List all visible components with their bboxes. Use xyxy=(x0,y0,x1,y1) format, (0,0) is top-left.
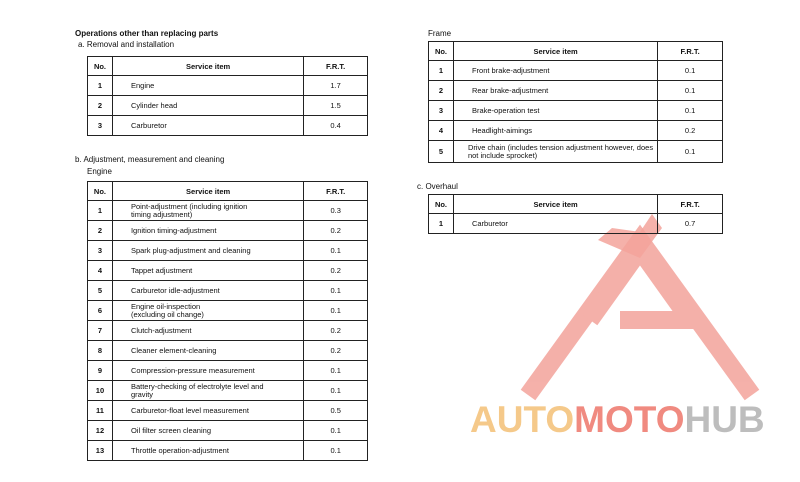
row-no: 1 xyxy=(88,201,113,221)
section-c-heading: c. Overhaul xyxy=(417,182,458,191)
row-item: Carburetor xyxy=(112,116,303,136)
row-item: Oil filter screen cleaning xyxy=(112,421,303,441)
removal-installation-table xyxy=(87,56,368,136)
row-no: 2 xyxy=(429,81,454,101)
row-item: Brake-operation test xyxy=(453,101,657,121)
row-frt: 0.1 xyxy=(304,441,368,461)
frame-table xyxy=(428,41,723,163)
table-row xyxy=(88,341,368,361)
row-item: Point-adjustment (including ignition timing adjustment) xyxy=(112,201,303,221)
adjustment-engine-table xyxy=(87,181,368,461)
table-row xyxy=(88,221,368,241)
row-no: 6 xyxy=(88,301,113,321)
row-item: Carburetor xyxy=(453,214,657,234)
row-no: 11 xyxy=(88,401,113,421)
row-frt: 0.1 xyxy=(304,301,368,321)
row-frt: 0.1 xyxy=(304,361,368,381)
row-no: 7 xyxy=(88,321,113,341)
row-no: 13 xyxy=(88,441,113,461)
row-no: 3 xyxy=(88,241,113,261)
table-row xyxy=(429,101,723,121)
table-row xyxy=(88,441,368,461)
row-frt: 0.4 xyxy=(304,116,368,136)
row-item: Cleaner element-cleaning xyxy=(112,341,303,361)
section-b-heading: b. Adjustment, measurement and cleaning xyxy=(75,155,225,164)
watermark-text xyxy=(470,399,765,440)
row-item: Headlight-aimings xyxy=(453,121,657,141)
row-frt: 0.1 xyxy=(304,281,368,301)
row-no: 2 xyxy=(88,221,113,241)
table-row xyxy=(88,361,368,381)
row-no: 8 xyxy=(88,341,113,361)
row-item: Rear brake-adjustment xyxy=(453,81,657,101)
section-a-heading: a. Removal and installation xyxy=(78,40,175,49)
row-no: 2 xyxy=(88,96,113,116)
row-item: Clutch-adjustment xyxy=(112,321,303,341)
table-row xyxy=(429,121,723,141)
row-item: Battery-checking of electrolyte level and gravity xyxy=(112,381,303,401)
row-no: 4 xyxy=(429,121,454,141)
table-header-row xyxy=(88,182,368,201)
row-no: 9 xyxy=(88,361,113,381)
table-header-row xyxy=(429,195,723,214)
row-item: Throttle operation-adjustment xyxy=(112,441,303,461)
row-no: 3 xyxy=(429,101,454,121)
row-item: Carburetor-float level measurement xyxy=(112,401,303,421)
watermark-triangle-icon xyxy=(528,240,752,395)
table-row xyxy=(88,401,368,421)
page-title: Operations other than replacing parts xyxy=(75,29,219,38)
row-item: Spark plug-adjustment and cleaning xyxy=(112,241,303,261)
header-no: No. xyxy=(88,57,113,76)
row-no: 4 xyxy=(88,261,113,281)
row-item: Engine xyxy=(112,76,303,96)
row-no: 12 xyxy=(88,421,113,441)
table-row xyxy=(429,81,723,101)
row-frt: 0.2 xyxy=(304,261,368,281)
row-no: 3 xyxy=(88,116,113,136)
header-service-item: Service item xyxy=(453,42,657,61)
row-item: Front brake-adjustment xyxy=(453,61,657,81)
row-no: 10 xyxy=(88,381,113,401)
row-frt: 0.1 xyxy=(658,81,723,101)
row-frt: 0.1 xyxy=(304,381,368,401)
header-frt: F.R.T. xyxy=(658,42,723,61)
row-frt: 1.5 xyxy=(304,96,368,116)
row-item: Compression-pressure measurement xyxy=(112,361,303,381)
watermark-auto: AUTO xyxy=(470,399,575,440)
header-frt: F.R.T. xyxy=(304,57,368,76)
row-frt: 0.1 xyxy=(658,101,723,121)
row-frt: 0.2 xyxy=(304,341,368,361)
table-row xyxy=(88,241,368,261)
table-header-row xyxy=(88,57,368,76)
table-row xyxy=(429,141,723,163)
row-frt: 0.1 xyxy=(304,421,368,441)
table-row xyxy=(88,301,368,321)
header-frt: F.R.T. xyxy=(658,195,723,214)
frame-subheading: Frame xyxy=(428,29,452,38)
row-no: 1 xyxy=(88,76,113,96)
row-item: Cylinder head xyxy=(112,96,303,116)
header-no: No. xyxy=(429,42,454,61)
row-no: 5 xyxy=(429,141,454,163)
table-row xyxy=(88,381,368,401)
row-item: Ignition timing-adjustment xyxy=(112,221,303,241)
row-frt: 1.7 xyxy=(304,76,368,96)
row-frt: 0.2 xyxy=(304,221,368,241)
table-row xyxy=(88,76,368,96)
header-service-item: Service item xyxy=(112,182,303,201)
table-row xyxy=(88,261,368,281)
row-frt: 0.2 xyxy=(304,321,368,341)
row-no: 1 xyxy=(429,214,454,234)
row-frt: 0.7 xyxy=(658,214,723,234)
header-service-item: Service item xyxy=(112,57,303,76)
row-frt: 0.1 xyxy=(658,141,723,163)
watermark-moto: MOTO xyxy=(574,399,685,440)
row-frt: 0.1 xyxy=(658,61,723,81)
table-row xyxy=(88,281,368,301)
row-frt: 0.3 xyxy=(304,201,368,221)
overhaul-table xyxy=(428,194,723,234)
header-service-item: Service item xyxy=(453,195,657,214)
row-item: Drive chain (includes tension adjustment however, does not include sprocket) xyxy=(453,141,657,163)
header-no: No. xyxy=(429,195,454,214)
header-no: No. xyxy=(88,182,113,201)
row-frt: 0.5 xyxy=(304,401,368,421)
row-no: 5 xyxy=(88,281,113,301)
table-row xyxy=(88,116,368,136)
row-item: Engine oil-inspection (excluding oil change) xyxy=(112,301,303,321)
watermark-hub: HUB xyxy=(684,399,765,440)
table-row xyxy=(88,421,368,441)
table-row xyxy=(88,96,368,116)
row-item: Tappet adjustment xyxy=(112,261,303,281)
table-header-row xyxy=(429,42,723,61)
row-item: Carburetor idle-adjustment xyxy=(112,281,303,301)
table-row xyxy=(429,61,723,81)
header-frt: F.R.T. xyxy=(304,182,368,201)
row-no: 1 xyxy=(429,61,454,81)
table-row xyxy=(88,201,368,221)
row-frt: 0.2 xyxy=(658,121,723,141)
engine-subheading: Engine xyxy=(87,167,112,176)
table-row xyxy=(429,214,723,234)
table-row xyxy=(88,321,368,341)
row-frt: 0.1 xyxy=(304,241,368,261)
